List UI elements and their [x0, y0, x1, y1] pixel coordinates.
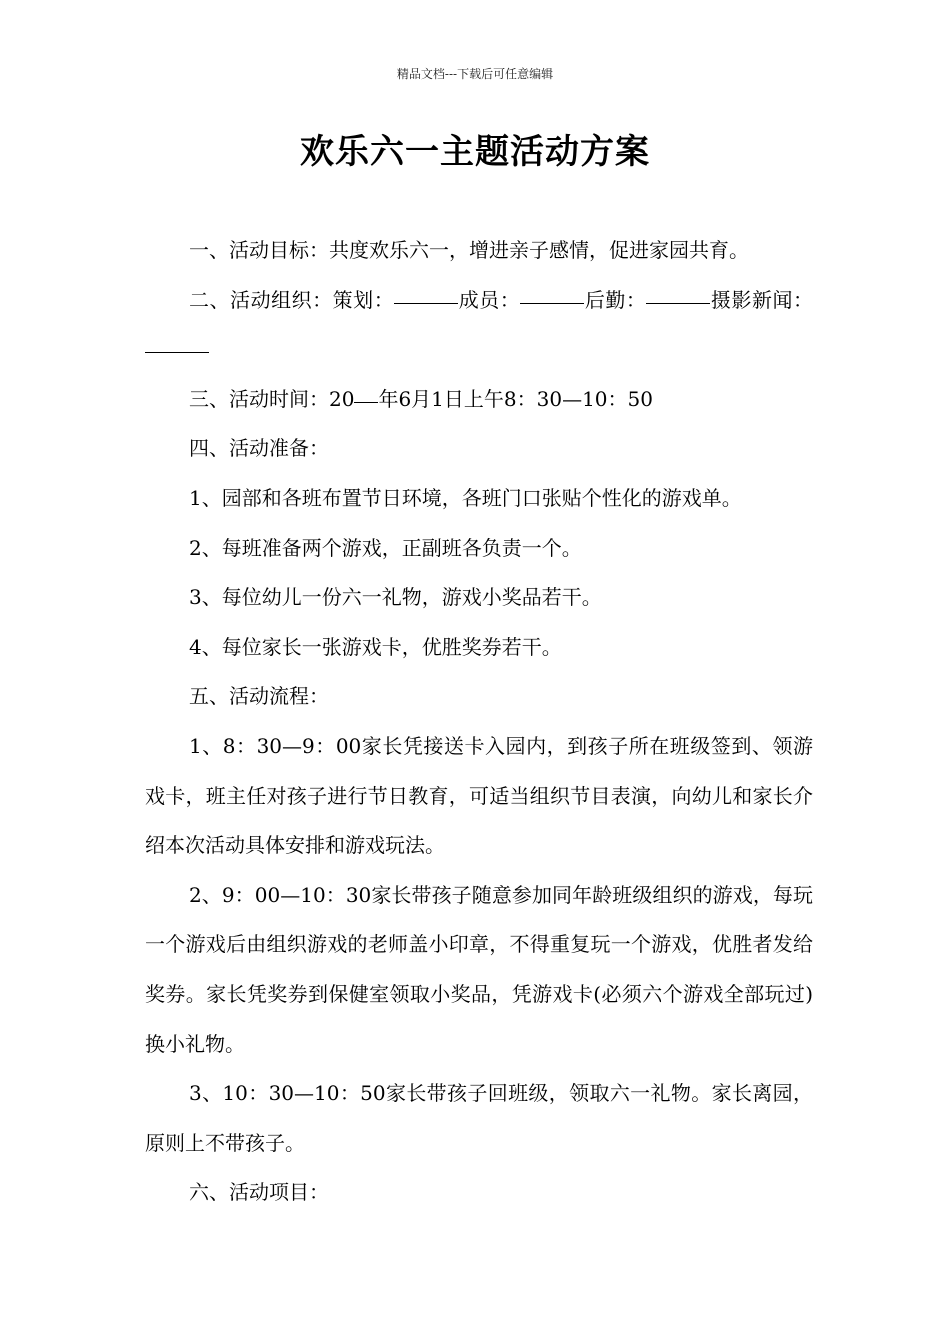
flow-item: 2、9：00—10：30家长带孩子随意参加同年龄班级组织的游戏，每玩一个游戏后由组织游戏的老师盖小印章，不得重复玩一个游戏，优胜者发给奖券。家长凭奖券到保健室领取小奖品，凭游戏卡(必须六个游戏全部玩过)换小礼物。 — [145, 882, 813, 1056]
prep-item: 4、每位家长一张游戏卡，优胜奖券若干。 — [189, 634, 562, 659]
activity-time — [145, 375, 813, 425]
org-member-label: 成员： — [458, 287, 521, 312]
time-suffix: 年6月1日上午8：30—10：50 — [378, 386, 653, 411]
flow-heading: 五、活动流程： — [189, 684, 329, 709]
org-photo-label: 摄影新闻： — [710, 287, 814, 312]
org-planning-label: 二、活动组织：策划： — [189, 287, 395, 312]
photo-blank — [145, 351, 209, 353]
prep-item: 3、每位幼儿一份六一礼物，游戏小奖品若干。 — [189, 585, 602, 610]
activity-goal: 一、活动目标：共度欢乐六一，增进亲子感情，促进家园共育。 — [189, 238, 749, 262]
prep-item: 1、园部和各班布置节日环境，各班门口张贴个性化的游戏单。 — [189, 485, 742, 510]
prep-item: 2、每班准备两个游戏，正副班各负责一个。 — [189, 535, 582, 560]
activity-organization — [145, 276, 813, 375]
flow-item: 3、10：30—10：50家长带孩子回班级，领取六一礼物。家长离园，原则上不带孩子。 — [145, 1081, 813, 1155]
org-logistics-label: 后勤： — [584, 287, 647, 312]
member-blank — [520, 302, 584, 304]
prep-heading: 四、活动准备： — [189, 436, 329, 461]
items-heading: 六、活动项目： — [189, 1180, 329, 1205]
page-header: 精品文档---下载后可任意编辑 — [396, 67, 554, 81]
planning-blank — [394, 302, 458, 304]
logistics-blank — [646, 302, 710, 304]
document-body — [145, 226, 813, 1218]
year-blank — [354, 401, 378, 403]
time-prefix: 三、活动时间：20 — [189, 386, 355, 411]
document-title: 欢乐六一主题活动方案 — [300, 132, 650, 172]
flow-item: 1、8：30—9：00家长凭接送卡入园内，到孩子所在班级签到、领游戏卡，班主任对孩子进行节日教育，可适当组织节目表演，向幼儿和家长介绍本次活动具体安排和游戏玩法。 — [145, 733, 813, 858]
